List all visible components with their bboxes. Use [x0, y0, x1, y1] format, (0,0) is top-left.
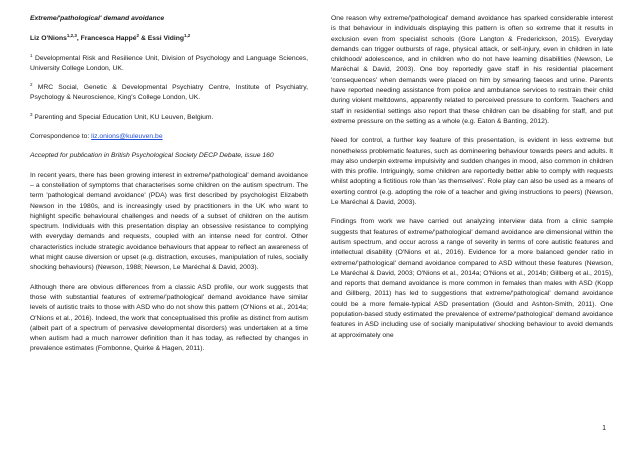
author-separator: & — [139, 35, 148, 43]
affiliation — [30, 113, 308, 123]
correspondence — [30, 132, 308, 142]
correspondence-label: Correspondence to: — [30, 133, 92, 141]
publication-note: Accepted for publication in British Psychological Society DECP Debate, issue 160 — [30, 152, 274, 160]
left-column — [30, 14, 308, 364]
email-link[interactable]: liz.onions@kuleuven.be — [91, 133, 163, 141]
affiliation-marker: 2 — [30, 81, 33, 87]
affiliation-marker: 1 — [30, 52, 33, 58]
body-paragraph: One reason why extreme/'pathological' demand avoidance has sparked considerable interest is that behaviour in individuals displaying this pattern is often so extreme that it results in exclusion even from specialist schools (Gore Langton & Frederickson, 2015). Everyday demands can trigger outbursts of rage, physical attack, or self-injury, even in children in late childhood/ adolescence, and in children who do not have learning disabilities (Newson, Le Maréchal & David, 2003). One boy reportedly gave staff in his residential placement 'consequences' when demands were placed on him by smearing faeces and urine. Parents have reported needing assistance from police and ambulance services to restrain their child during violent meltdowns, apparently related to perceived pressure to conform. Teachers and staff in residential settings also report that these children can be disabling for staff, and put extreme pressure on the setting as a whole (e.g. Eaton & Banting, 2012). — [331, 15, 613, 125]
author-affiliation-marker: 2 — [136, 33, 140, 39]
body-paragraph: Need for control, a further key feature of this presentation, is evident in less extreme but nonetheless problematic features, such as domineering behaviour towards peers and adults. It may also underpin extreme impulsivity and sudden changes in mood, also common in children with this profile. Intriguingly, some children are reportedly better able to comply with requests whilst adopting a fictitious role than 'as themselves'. Role play can also be used as a means of exerting control (e.g. adopting the role of a teacher and giving instructions to peers) (Newson, Le Maréchal & David, 2003). — [331, 137, 613, 207]
author-name: Liz O'Nions — [30, 35, 67, 43]
author-line — [30, 34, 308, 44]
author-affiliation-marker: 1,2 — [183, 33, 191, 39]
author-name: Francesca Happé — [80, 35, 137, 43]
author-affiliation-marker: 1,2,3 — [66, 33, 77, 39]
affiliation-text: Parenting and Special Education Unit, KU Leuven, Belgium. — [32, 113, 214, 121]
page-number: 1 — [602, 425, 606, 432]
affiliation-text: MRC Social, Genetic & Developmental Psychiatry Centre, Institute of Psychiatry, Psychology & Neuroscience, King's College London, UK. — [30, 84, 308, 102]
affiliation — [30, 54, 308, 75]
affiliation-marker: 3 — [30, 111, 33, 117]
affiliation — [30, 83, 308, 104]
author-name: Essi Viding — [147, 35, 184, 43]
right-column — [331, 14, 613, 350]
body-paragraph: In recent years, there has been growing interest in extreme/'pathological' demand avoidance – a constellation of symptoms that characterises some children on the autism spectrum. The term 'pathological demand avoidance' (PDA) was first described by psychologist Elizabeth Newson in the 1980s, and is increasingly used by practitioners in the UK who want to highlight specific behavioural challenges and needs of a subset of children on the autism spectrum. Individuals with this presentation display an obsessive resistance to complying with everyday demands and requests, coupled with an intense need for control. Other characteristics include strategic avoidance behaviours that appear to reflect an awareness of what might cause diversion or upset (e.g. distraction, excuses, manipulation of rules, socially shocking behaviours) (Newson, 1988; Newson, Le Maréchal & David, 2003). — [30, 171, 308, 272]
affiliation-text: Developmental Risk and Resilience Unit, Division of Psychology and Language Sciences, University College London, UK. — [30, 54, 308, 72]
body-paragraph: Although there are obvious differences from a classic ASD profile, our work suggests that those with substantial features of extreme/'pathological' demand avoidance have similar levels of autistic traits to those with ASD who do not show this pattern (O'Nions et al., 2014a; O'Nions et al., 2016). Indeed, the work that conceptualised this profile as distinct from autism (albeit part of a spectrum of pervasive developmental disorders) was undertaken at a time when autism had a much narrower definition than it has today, as reflected by changes in prevalence estimates (Fombonne, Quirke & Hagen, 2011). — [30, 283, 308, 353]
body-paragraph: Findings from work we have carried out analyzing interview data from a clinic sample suggests that features of extreme/'pathological' demand avoidance are dimensional within the autism spectrum, and occur across a range of severity in terms of core autistic features and intellectual disability (O'Nions et al., 2016). Evidence for a more balanced gender ratio in extreme/'pathological' demand avoidance compared to ASD without these features (Newson, Le Maréchal & David, 2003; O'Nions et al., 2014a; O'Nions et al., 2014b; Gillberg et al., 2015), and reports that demand avoidance is more common in females than males with ASD (Kopp and Gillberg, 2011) has led to suggestions that extreme/'pathological' demand avoidance could be a more female-typical ASD presentation (Gould and Ashton-Smith, 2011). One population-based study estimated the prevalence of extreme/'pathological' demand avoidance features in ASD including use of socially manipulative/ shocking behaviour to avoid demands at approximately one — [331, 218, 613, 339]
author-separator: , — [76, 35, 81, 43]
article-title: Extreme/'pathological' demand avoidance — [30, 15, 165, 22]
